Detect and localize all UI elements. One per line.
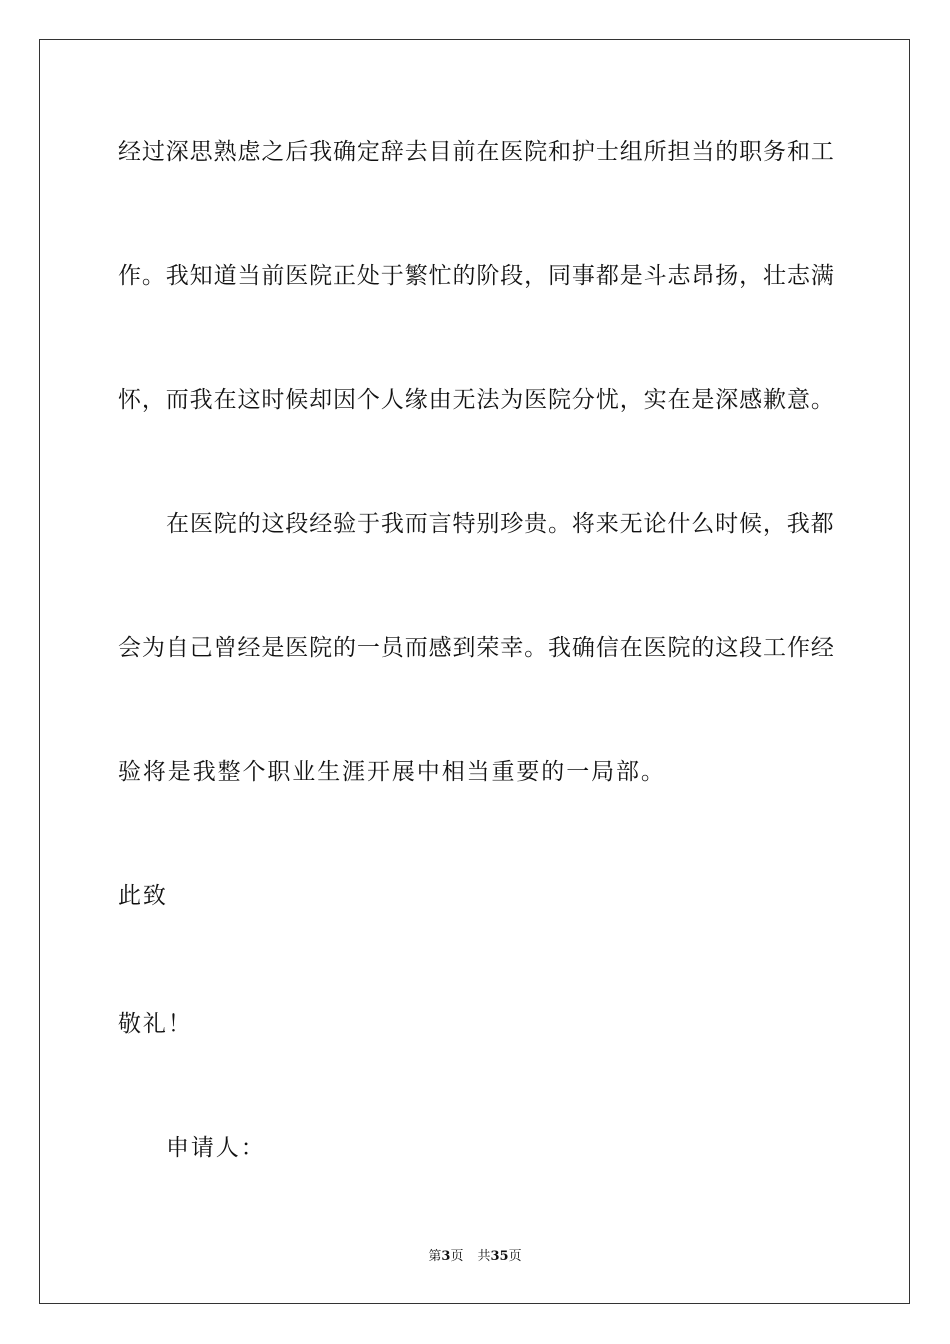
body-line-4: 在 医 院 的 这 段 经 验 于 我 而 言 特 别 珍 贵 。 将 来 无 论 什 么 时 候 ， 我 都: [166, 511, 834, 537]
applicant-label: 申请人：: [166, 1135, 266, 1161]
page-prefix: 第: [428, 1249, 442, 1264]
total-prefix: 共: [477, 1249, 491, 1264]
body-line-5: 会 为 自 己 曾 经 是 医 院 的 一 员 而 感 到 荣 幸 。 我 确 信 在 医 院 的 这 段 工 作 经: [118, 635, 834, 661]
page-footer: [0, 1248, 950, 1266]
page-number: 3: [441, 1249, 451, 1264]
body-line-6: 验将是我整个职业生涯开展中相当重要的一局部。: [118, 759, 666, 785]
body-line-3: 怀 ， 而 我 在 这 时 候 却 因 个 人 缘 由 无 法 为 医 院 分 忧 ， 实 在 是 深 感 歉 意 。: [118, 387, 834, 413]
total-pages: 35: [490, 1249, 509, 1264]
page-border: [39, 39, 910, 1304]
body-line-2: 作 。 我 知 道 当 前 医 院 正 处 于 繁 忙 的 阶 段 ， 同 事 都 是 斗 志 昂 扬 ， 壮 志 满: [118, 263, 834, 289]
body-line-1: 经 过 深 思 熟 虑 之 后 我 确 定 辞 去 目 前 在 医 院 和 护 士 组 所 担 当 的 职 务 和 工: [118, 139, 834, 165]
total-suffix: 页: [508, 1249, 522, 1264]
page-suffix: 页: [450, 1249, 464, 1264]
closing-regards: 敬礼！: [118, 1011, 193, 1037]
closing-salutation: 此致: [118, 883, 168, 909]
